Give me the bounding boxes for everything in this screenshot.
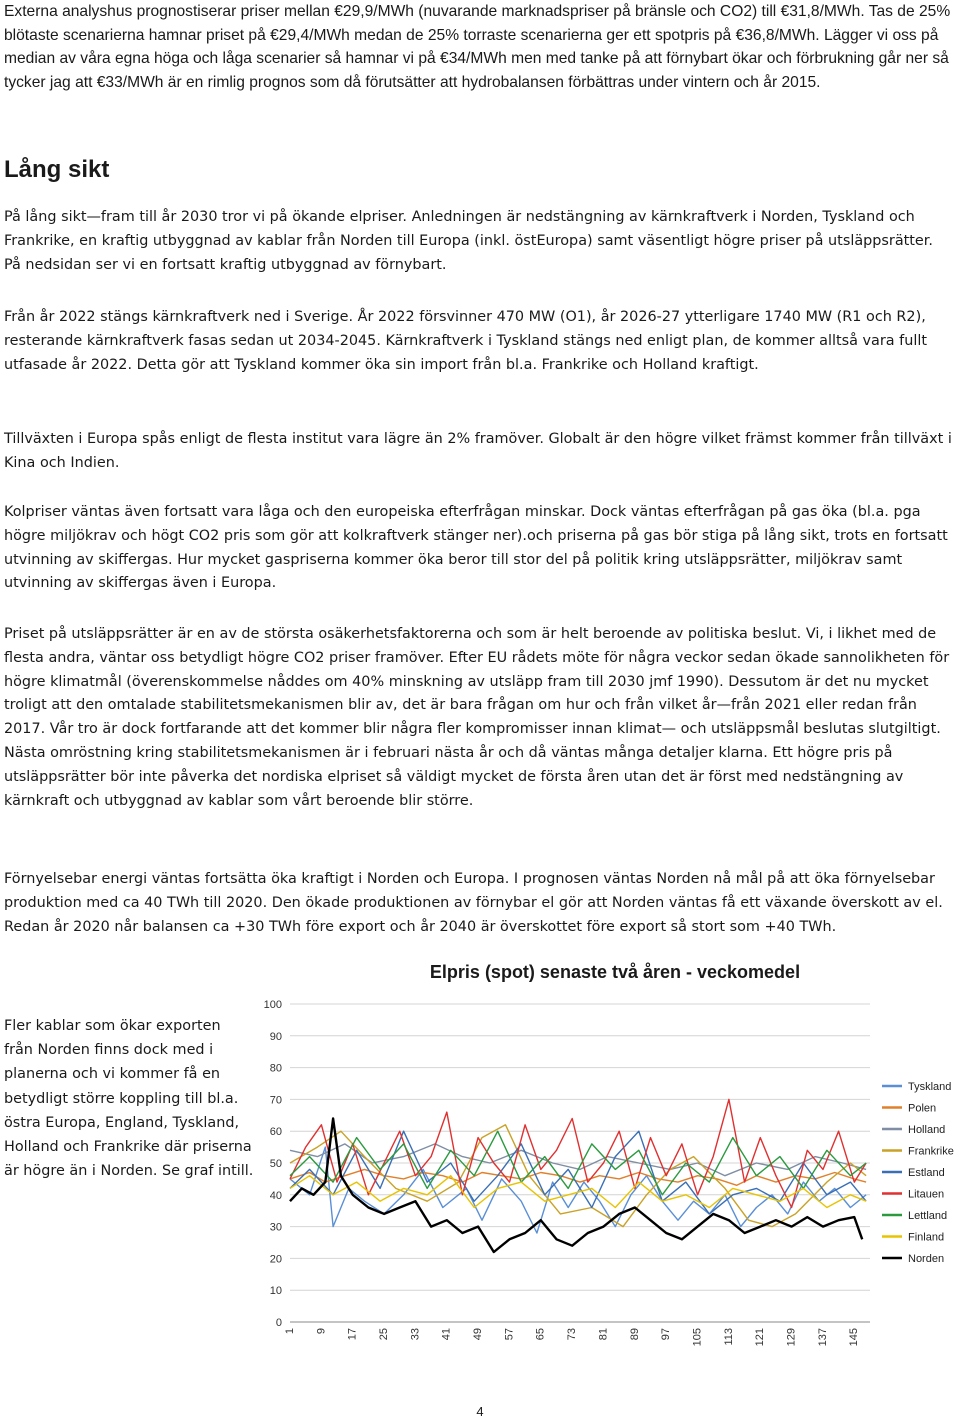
section-heading: Lång sikt [4,156,110,183]
x-tick-label: 25 [377,1328,390,1341]
paragraph-long-term: På lång sikt—fram till år 2030 tror vi på ökande elpriser. Anledningen är nedstängning av kärnkraftverk i Norden, Tyskland och Frankrike, en kraftig utbyggnad av kablar från Norden till Europa (inkl. östEuropa) samt väsentligt högre priser på utsläppsrätter. På nedsidan ser vi en fortsatt kraftig utbyggnad av förnybart. [4,209,933,273]
x-tick-label: 113 [722,1328,735,1346]
legend-label: Tyskland [908,1081,952,1093]
y-tick-label: 90 [269,1030,282,1043]
legend-label: Norden [908,1253,945,1265]
legend-label: Frankrike [908,1145,954,1158]
price-chart [256,992,960,1372]
paragraph-nuclear-shutdown: Från år 2022 stängs kärnkraftverk ned i Sverige. År 2022 försvinner 470 MW (O1), år 2026-27 ytterligare 1740 MW (R1 och R2), resterande kärnkraftverk fasas sedan ut 2034-2045. Kärnkraftverk i Tyskland stängs ned enligt plan, de kommer alltså vara fullt utfasade år 2022. Detta gör att Tyskland kommer öka sin import från bl.a. Frankrike och Holland kraftigt. [4,309,927,373]
x-tick-label: 1 [283,1328,296,1335]
legend-label: Estland [908,1167,945,1179]
y-axis-ticks [264,999,282,1329]
y-tick-label: 0 [275,1317,282,1329]
legend-label: Litauen [908,1188,945,1201]
y-tick-label: 70 [269,1094,282,1107]
x-tick-label: 17 [346,1328,359,1341]
chart-title: Elpris (spot) senaste två åren - veckomedel [429,962,801,982]
y-tick-label: 30 [269,1221,282,1234]
y-tick-label: 50 [269,1158,282,1170]
x-tick-label: 129 [785,1328,798,1347]
x-tick-label: 81 [597,1328,610,1341]
y-tick-label: 20 [269,1253,282,1266]
y-tick-label: 80 [269,1062,282,1075]
x-tick-label: 49 [472,1328,485,1341]
x-tick-label: 121 [754,1328,767,1347]
y-tick-label: 60 [269,1126,282,1139]
intro-paragraph: Externa analyshus prognostiserar priser mellan €29,9/MWh (nuvarande marknadspriser på bränsle och CO2) till €31,8/MWh. Tas de 25% blötaste scenarierna hamnar priset på €29,4/MWh medan de 25% torraste scenarierna ger ett spotpris på €36,8/MWh. Lägger vi oss på median av våra egna höga och låga scenarier så hamnar vi på €34/MWh men med tanke på att förnybart ökar och förbrukning går ner så tycker jag att €33/MWh är en rimlig prognos som då förutsätter att hydrobalansen förbättras under vintern och år 2015. [4,3,951,91]
paragraph-renewables: Förnyelsebar energi väntas fortsätta öka kraftigt i Norden och Europa. I prognosen väntas Norden nå mål på att öka förnyelsebar produktion med ca 40 TWh till 2020. Den ökade produktionen av förnybar el gör att Norden väntas få ett växande överskott av el. Redan år 2020 når balansen ca +30 TWh före export och år 2040 är överskottet före export så stort som +40 TWh. [4,871,943,935]
x-tick-label: 9 [315,1328,328,1335]
legend-label: Polen [908,1102,937,1115]
x-tick-label: 137 [816,1328,829,1347]
y-tick-label: 40 [269,1189,282,1202]
paragraph-growth: Tillväxten i Europa spås enligt de flesta institut vara lägre än 2% framöver. Globalt är den högre vilket främst kommer från tillväxt i Kina och Indien. [4,431,952,471]
chart-series [290,1099,866,1252]
series-line-norden [290,1119,862,1253]
x-tick-label: 41 [440,1328,453,1341]
x-tick-label: 89 [628,1328,641,1341]
y-tick-label: 10 [269,1285,282,1298]
y-tick-label: 100 [263,999,282,1011]
paragraph-coal-gas: Kolpriser väntas även fortsatt vara låga och den europeiska efterfrågan minskar. Dock väntas efterfrågan på gas öka (bl.a. pga högre miljökrav och högt CO2 pris som gör att kolkraftverk stänger ner).och priserna på gas bör stiga på lång sikt, trots en fortsatt utvinning av skiffergas. Hur mycket gaspriserna kommer öka beror till stor del på politik kring utsläppsrätter, miljökrav samt utvinning av skiffergas även i Europa. [4,504,948,592]
x-tick-label: 57 [503,1328,516,1341]
series-line-tyskland [290,1147,866,1233]
x-tick-label: 145 [848,1328,861,1347]
sidenote: Fler kablar som ökar exporten från Norden finns dock med i planerna och vi kommer få en betydligt större koppling till bl.a. östra Europa, England, Tyskland, Holland och Frankrike där priserna är högre än i Norden. Se graf intill. [4,1018,254,1180]
legend-label: Holland [908,1124,946,1136]
x-tick-label: 105 [691,1328,704,1347]
x-tick-label: 97 [660,1328,673,1341]
paragraph-emission-rights: Priset på utsläppsrätter är en av de största osäkerhetsfaktorerna och som är helt beroende av politiska beslut. Vi, i likhet med de flesta andra, väntar oss betydligt högre CO2 priser framöver. Efter EU rådets möte för några veckor sedan ökade sannolikheten för högre klimatmål (överenskommelse nåddes om 40% minskning av utsläpp fram till 2030 jmf 1990). Dessutom är det nu mycket troligt att den omtalade stabilitetsmekanismen blir av, det är bara frågan om hur och från vilket år—från 2021 eller redan från 2017. Vår tro är dock fortfarande att det kommer blir några fler kompromisser innan klimat— och utsläppsmål beslutas slutgiltigt. Nästa omröstning kring stabilitetsmekanismen är i februari nästa år och då väntas många detaljer klarna. Ett högre pris på utsläppsrätter bör inte påverka det nordiska elpriset så väldigt mycket de första åren utan det är först med nedstängning av kärnkraft och utbyggnad av kablar som vårt beroende blir större. [4,626,950,809]
chart-legend [882,1081,954,1265]
legend-label: Lettland [908,1210,948,1222]
x-tick-label: 65 [534,1328,547,1341]
legend-label: Finland [908,1231,945,1244]
x-tick-label: 33 [409,1328,422,1341]
chart-grid [290,1004,870,1322]
x-tick-label: 73 [566,1328,579,1341]
x-axis-ticks [284,1328,860,1346]
page-number: 4 [476,1404,484,1419]
